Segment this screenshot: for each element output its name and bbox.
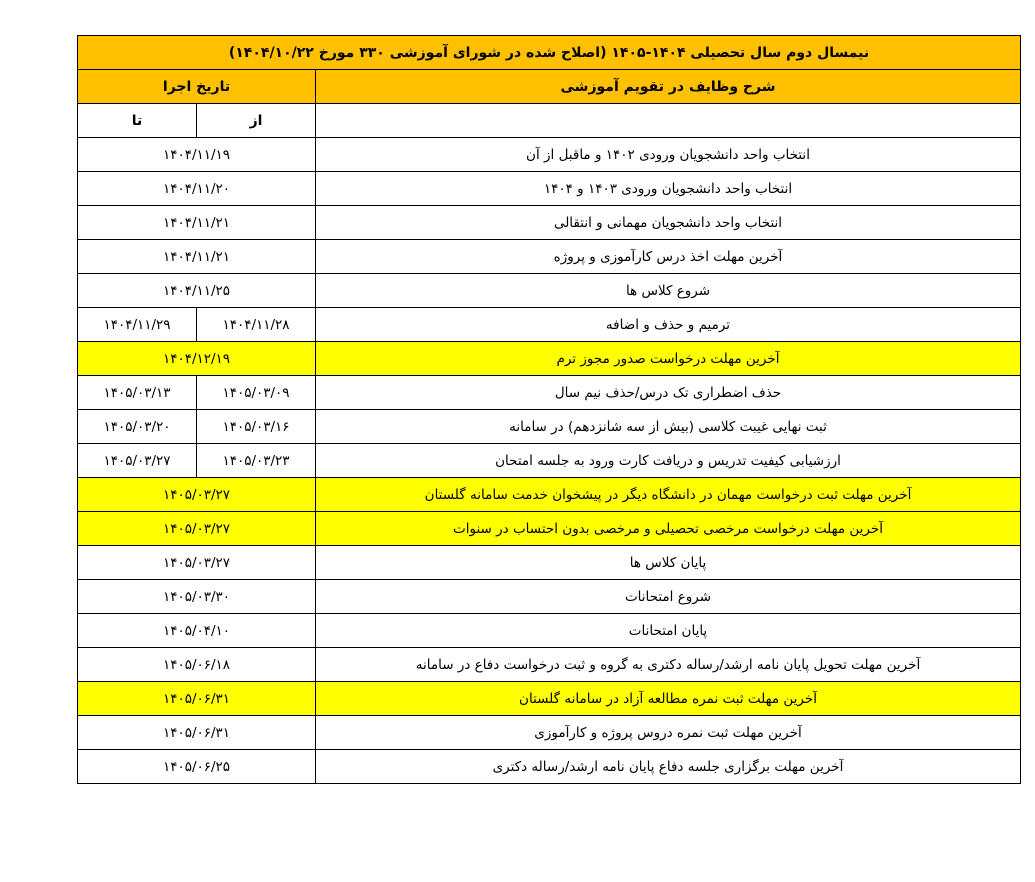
task-description: شروع کلاس ها: [316, 274, 1021, 308]
table-row: [78, 206, 1021, 240]
execution-date: ۱۴۰۵/۰۳/۲۷: [78, 546, 316, 580]
execution-date-header: تاریخ اجرا: [78, 70, 316, 104]
task-description: انتخاب واحد دانشجویان ورودی ۱۴۰۲ و ماقبل از آن: [316, 138, 1021, 172]
task-description: آخرین مهلت درخواست مرخصی تحصیلی و مرخصی بدون احتساب در سنوات: [316, 512, 1021, 546]
table-row: [78, 240, 1021, 274]
execution-date: ۱۴۰۵/۰۶/۳۱: [78, 716, 316, 750]
table-row: [78, 342, 1021, 376]
to-date: ۱۴۰۵/۰۳/۲۷: [78, 444, 197, 478]
execution-date: ۱۴۰۴/۱۲/۱۹: [78, 342, 316, 376]
description-header: شرح وظایف در تقویم آموزشی: [316, 70, 1021, 104]
execution-date: ۱۴۰۵/۰۳/۲۷: [78, 478, 316, 512]
task-description: آخرین مهلت ثبت درخواست مهمان در دانشگاه دیگر در پیشخوان خدمت سامانه گلستان: [316, 478, 1021, 512]
execution-date: ۱۴۰۵/۰۶/۳۱: [78, 682, 316, 716]
to-date: ۱۴۰۴/۱۱/۲۹: [78, 308, 197, 342]
from-date: ۱۴۰۵/۰۳/۱۶: [197, 410, 316, 444]
table-row: [78, 444, 1021, 478]
table-row: [78, 580, 1021, 614]
table-title: نیمسال دوم سال تحصیلی ۱۴۰۴-۱۴۰۵ (اصلاح شده در شورای آموزشی ۳۳۰ مورخ ۱۴۰۴/۱۰/۲۲): [78, 36, 1021, 70]
table-row: [78, 614, 1021, 648]
task-description: آخرین مهلت تحویل پایان نامه ارشد/رساله دکتری به گروه و ثبت درخواست دفاع در سامانه: [316, 648, 1021, 682]
table-row: [78, 274, 1021, 308]
task-description: آخرین مهلت اخذ درس کارآموزی و پروژه: [316, 240, 1021, 274]
task-description: آخرین مهلت برگزاری جلسه دفاع پایان نامه ارشد/رساله دکتری: [316, 750, 1021, 784]
table-row: [78, 512, 1021, 546]
table-row: [78, 546, 1021, 580]
table-row: [78, 308, 1021, 342]
table-row: [78, 172, 1021, 206]
table-row: [78, 750, 1021, 784]
from-date: ۱۴۰۵/۰۳/۰۹: [197, 376, 316, 410]
table-row: [78, 716, 1021, 750]
table-row: [78, 138, 1021, 172]
execution-date: ۱۴۰۵/۰۶/۱۸: [78, 648, 316, 682]
task-description: شروع امتحانات: [316, 580, 1021, 614]
from-date: ۱۴۰۵/۰۳/۲۳: [197, 444, 316, 478]
task-description: ثبت نهایی غیبت کلاسی (بیش از سه شانزدهم) در سامانه: [316, 410, 1021, 444]
task-description: آخرین مهلت درخواست صدور مجوز ترم: [316, 342, 1021, 376]
from-header: از: [197, 104, 316, 138]
execution-date: ۱۴۰۴/۱۱/۲۱: [78, 240, 316, 274]
task-description: انتخاب واحد دانشجویان مهمانی و انتقالی: [316, 206, 1021, 240]
table-row: [78, 682, 1021, 716]
title-row: [78, 36, 1021, 70]
table-row: [78, 410, 1021, 444]
task-description: آخرین مهلت ثبت نمره مطالعه آزاد در سامانه گلستان: [316, 682, 1021, 716]
execution-date: ۱۴۰۵/۰۳/۲۷: [78, 512, 316, 546]
task-description: ارزشیابی کیفیت تدریس و دریافت کارت ورود به جلسه امتحان: [316, 444, 1021, 478]
table-row: [78, 478, 1021, 512]
task-description: پایان کلاس ها: [316, 546, 1021, 580]
subheader-row: [78, 104, 1021, 138]
to-date: ۱۴۰۵/۰۳/۲۰: [78, 410, 197, 444]
from-date: ۱۴۰۴/۱۱/۲۸: [197, 308, 316, 342]
execution-date: ۱۴۰۵/۰۴/۱۰: [78, 614, 316, 648]
task-description: پایان امتحانات: [316, 614, 1021, 648]
execution-date: ۱۴۰۵/۰۶/۲۵: [78, 750, 316, 784]
academic-calendar-table: [77, 35, 1021, 784]
task-description: آخرین مهلت ثبت نمره دروس پروژه و کارآموزی: [316, 716, 1021, 750]
header-row: [78, 70, 1021, 104]
empty-subheader-cell: [316, 104, 1021, 138]
task-description: حذف اضطراری تک درس/حذف نیم سال: [316, 376, 1021, 410]
table-row: [78, 376, 1021, 410]
execution-date: ۱۴۰۴/۱۱/۱۹: [78, 138, 316, 172]
execution-date: ۱۴۰۵/۰۳/۳۰: [78, 580, 316, 614]
task-description: ترمیم و حذف و اضافه: [316, 308, 1021, 342]
table-row: [78, 648, 1021, 682]
execution-date: ۱۴۰۴/۱۱/۲۰: [78, 172, 316, 206]
execution-date: ۱۴۰۴/۱۱/۲۱: [78, 206, 316, 240]
to-date: ۱۴۰۵/۰۳/۱۳: [78, 376, 197, 410]
execution-date: ۱۴۰۴/۱۱/۲۵: [78, 274, 316, 308]
task-description: انتخاب واحد دانشجویان ورودی ۱۴۰۳ و ۱۴۰۴: [316, 172, 1021, 206]
to-header: تا: [78, 104, 197, 138]
